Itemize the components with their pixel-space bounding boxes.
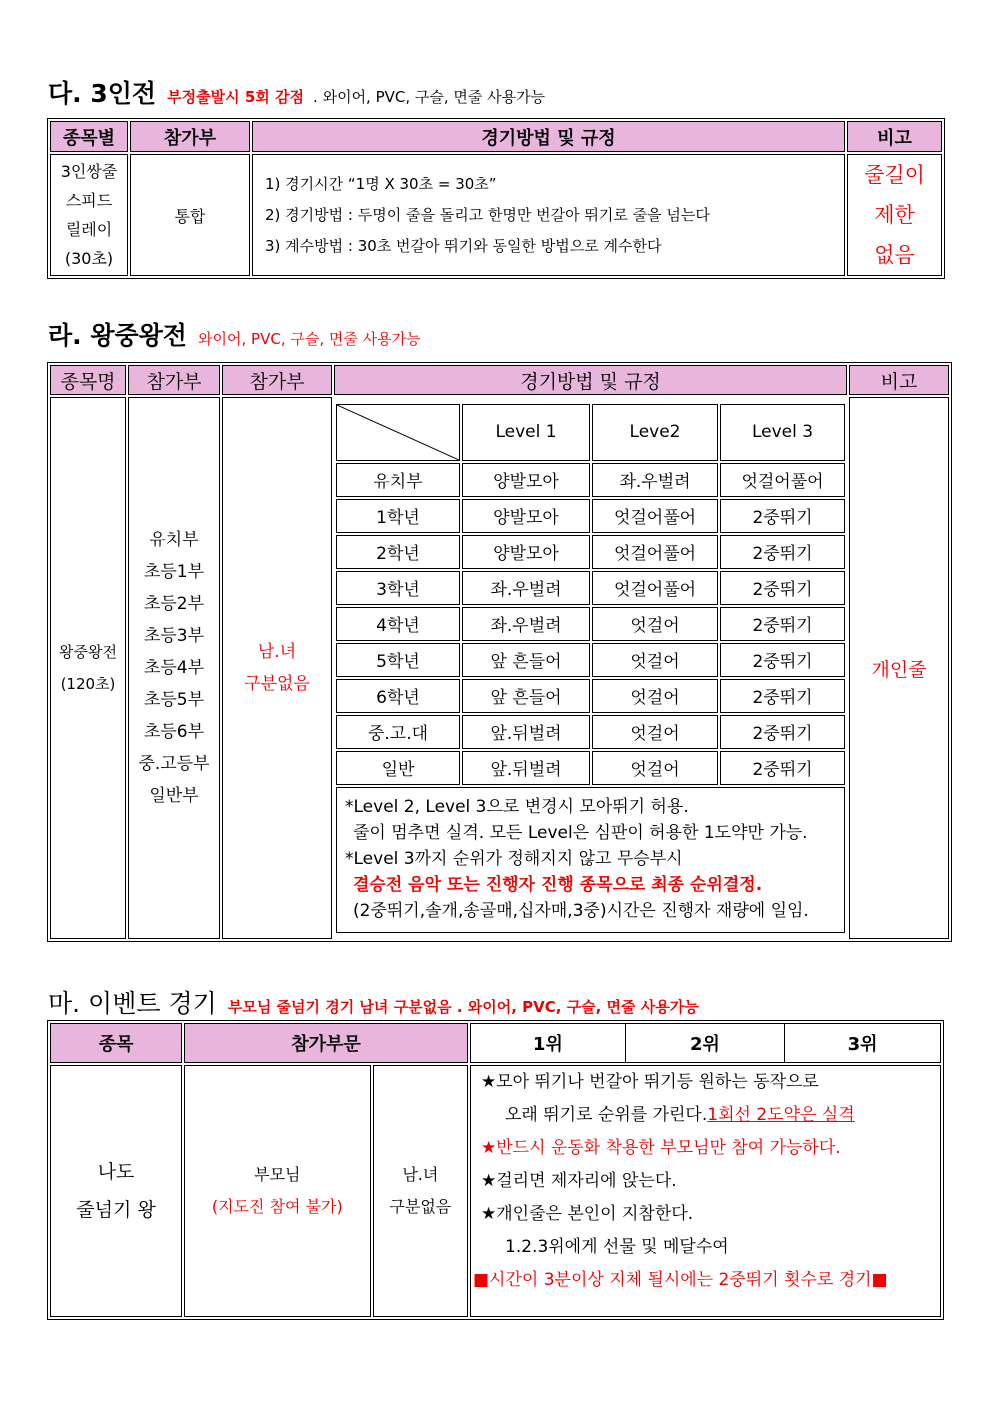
participant-label: 부모님 bbox=[254, 1165, 301, 1184]
level2-cell: 엇걸어풀어 bbox=[592, 571, 718, 605]
level2-cell: 엇걸어 bbox=[592, 679, 718, 713]
header-rules: 경기방법 및 규정 bbox=[334, 365, 847, 395]
level1-cell: 앞.뒤벌려 bbox=[462, 715, 590, 749]
level1-cell: 앞 흔들어 bbox=[462, 643, 590, 677]
header-division: 참가부 bbox=[130, 121, 250, 152]
section-ra-red-note: 와이어, PVC, 구슬, 면줄 사용가능 bbox=[198, 330, 421, 348]
level1-cell: 양발모아 bbox=[462, 463, 590, 497]
remark-line: 제한 bbox=[874, 203, 915, 227]
level2-cell: 엇걸어 bbox=[592, 643, 718, 677]
diagonal-line bbox=[337, 405, 459, 460]
event-name-cell bbox=[50, 154, 128, 276]
level3-cell: 2중뛰기 bbox=[720, 571, 845, 605]
rules-cell bbox=[252, 154, 845, 276]
rank-header-table bbox=[471, 1024, 940, 1062]
level1-cell: 양발모아 bbox=[462, 535, 590, 569]
level3-cell: 2중뛰기 bbox=[720, 643, 845, 677]
header-participant: 참가부문 bbox=[184, 1023, 468, 1063]
remark-cell bbox=[847, 154, 942, 276]
remark-line: 없음 bbox=[874, 243, 915, 267]
remark-line: 줄길이 bbox=[864, 163, 925, 187]
participant-cell bbox=[184, 1065, 371, 1317]
notes-cell bbox=[336, 787, 845, 933]
gender-line: 남.녀 bbox=[402, 1165, 439, 1184]
table-row bbox=[336, 463, 845, 497]
rule-text: 오래 뛰기로 순위를 가린다. bbox=[505, 1105, 708, 1125]
level2-cell: 엇걸어풀어 bbox=[592, 535, 718, 569]
event-line: 왕중왕전 bbox=[59, 643, 117, 661]
gender-cell bbox=[373, 1065, 468, 1317]
event-line: 줄넘기 왕 bbox=[76, 1199, 156, 1221]
header-event: 종목명 bbox=[50, 365, 126, 395]
level2-cell: 엇걸어 bbox=[592, 751, 718, 785]
level3-cell: 2중뛰기 bbox=[720, 535, 845, 569]
table-row bbox=[336, 499, 845, 533]
division-cell: 통합 bbox=[130, 154, 250, 276]
division-item: 초등3부 bbox=[143, 626, 205, 646]
section-ma-table bbox=[47, 1020, 944, 1320]
table-row bbox=[336, 643, 845, 677]
gender-cell bbox=[222, 397, 332, 939]
grade-cell: 3학년 bbox=[336, 571, 460, 605]
level2-cell: 좌.우벌려 bbox=[592, 463, 718, 497]
grade-cell: 2학년 bbox=[336, 535, 460, 569]
level-header: Level 1 bbox=[462, 404, 590, 461]
grade-cell: 일반 bbox=[336, 751, 460, 785]
grade-cell: 1학년 bbox=[336, 499, 460, 533]
rule-line: 1) 경기시간 “1명 X 30초 = 30초” bbox=[265, 174, 497, 193]
rule-red-text: 1회선 2도약은 실격 bbox=[707, 1105, 855, 1125]
participant-note: (지도진 참여 불가) bbox=[211, 1197, 343, 1216]
level2-cell: 엇걸어 bbox=[592, 715, 718, 749]
gender-line: 구분없음 bbox=[389, 1197, 452, 1216]
division-item: 초등6부 bbox=[143, 722, 205, 742]
section-ma-red-note: 부모님 줄넘기 경기 남녀 구분없음 . 와이어, PVC, 구슬, 면줄 사용가능 bbox=[227, 998, 699, 1016]
level1-cell: 좌.우벌려 bbox=[462, 607, 590, 641]
division-item: 유치부 bbox=[149, 530, 199, 550]
table-row bbox=[336, 607, 845, 641]
note-line: *Level 3까지 순위가 정해지지 않고 무승부시 bbox=[345, 848, 683, 869]
level3-cell: 엇걸어풀어 bbox=[720, 463, 845, 497]
header-remark: 비고 bbox=[849, 365, 949, 395]
rule-line: ★반드시 운동화 착용한 부모님만 참여 가능하다. bbox=[481, 1138, 841, 1158]
rule-line: 3) 계수방법 : 30초 번갈아 뛰기와 동일한 방법으로 계수한다 bbox=[265, 236, 662, 255]
table-row bbox=[336, 715, 845, 749]
note-line: *Level 2, Level 3으로 변경시 모아뛰기 허용. bbox=[345, 796, 689, 817]
section-ra-table bbox=[47, 362, 952, 942]
event-line: 3인쌍줄 bbox=[60, 162, 118, 181]
rank-1-header: 1위 bbox=[471, 1024, 626, 1062]
level1-cell: 앞.뒤벌려 bbox=[462, 751, 590, 785]
section-da-note: . 와이어, PVC, 구슬, 면줄 사용가능 bbox=[313, 88, 546, 106]
division-item: 초등2부 bbox=[143, 594, 205, 614]
division-item: 초등1부 bbox=[143, 562, 205, 582]
level-header: Leve2 bbox=[592, 404, 718, 461]
event-name-cell bbox=[50, 1065, 182, 1317]
level2-cell: 엇걸어 bbox=[592, 607, 718, 641]
level3-cell: 2중뛰기 bbox=[720, 607, 845, 641]
rule-line: 1.2.3위에게 선물 및 메달수여 bbox=[505, 1237, 729, 1257]
grade-cell: 유치부 bbox=[336, 463, 460, 497]
level3-cell: 2중뛰기 bbox=[720, 679, 845, 713]
level-header: Level 3 bbox=[720, 404, 845, 461]
section-ra-title-row bbox=[48, 316, 421, 352]
division-item: 초등5부 bbox=[143, 690, 205, 710]
level3-cell: 2중뛰기 bbox=[720, 499, 845, 533]
section-da-table bbox=[47, 118, 945, 279]
event-name-cell bbox=[50, 397, 126, 939]
event-line: 스피드 bbox=[65, 191, 113, 210]
event-line: 릴레이 bbox=[65, 220, 113, 239]
levels-table bbox=[334, 402, 847, 935]
header-remark: 비고 bbox=[847, 121, 942, 152]
level2-cell: 엇걸어풀어 bbox=[592, 499, 718, 533]
section-ma-title-row bbox=[48, 984, 699, 1020]
grade-cell: 5학년 bbox=[336, 643, 460, 677]
grade-cell: 4학년 bbox=[336, 607, 460, 641]
note-line: (2중뛰기,솔개,송골매,십자매,3중)시간은 진행자 재량에 일임. bbox=[353, 900, 809, 921]
rule-line: ★걸리면 제자리에 앉는다. bbox=[481, 1171, 677, 1191]
table-row bbox=[336, 535, 845, 569]
rule-line bbox=[481, 1099, 940, 1132]
rank-2-header: 2위 bbox=[626, 1024, 785, 1062]
diagonal-cell bbox=[336, 404, 460, 461]
remark-cell: 개인줄 bbox=[849, 397, 949, 939]
event-line: (30초) bbox=[64, 249, 114, 268]
section-ra-title: 라. 왕중왕전 bbox=[48, 321, 187, 350]
rule-line: 2) 경기방법 : 두명이 줄을 돌리고 한명만 번갈아 뛰기로 줄을 넘는다 bbox=[265, 205, 710, 224]
section-da-title: 다. 3인전 bbox=[48, 79, 157, 108]
header-gender: 참가부 bbox=[222, 365, 332, 395]
gender-line: 구분없음 bbox=[244, 674, 310, 694]
event-rules-cell bbox=[470, 1065, 941, 1317]
levels-cell bbox=[334, 397, 847, 939]
rank-3-header: 3위 bbox=[847, 1034, 878, 1055]
division-item: 초등4부 bbox=[143, 658, 205, 678]
divisions-cell bbox=[128, 397, 220, 939]
gender-line: 남.녀 bbox=[257, 642, 297, 662]
event-line: 나도 bbox=[97, 1161, 135, 1183]
table-row bbox=[336, 751, 845, 785]
table-row bbox=[336, 679, 845, 713]
division-item: 중.고등부 bbox=[138, 754, 210, 774]
rule-line: ★모아 뛰기나 번갈아 뛰기등 원하는 동작으로 bbox=[481, 1072, 819, 1092]
event-line: (120초) bbox=[60, 675, 116, 693]
note-line: 줄이 멈추면 실격. 모든 Level은 심판이 허용한 1도약만 가능. bbox=[353, 822, 808, 843]
table-row bbox=[336, 571, 845, 605]
level1-cell: 좌.우벌려 bbox=[462, 571, 590, 605]
header-first bbox=[470, 1023, 941, 1063]
level1-cell: 앞 흔들어 bbox=[462, 679, 590, 713]
header-rules: 경기방법 및 규정 bbox=[252, 121, 845, 152]
section-da-red-note: 부정출발시 5회 감점 bbox=[167, 88, 304, 106]
header-event: 종목 bbox=[50, 1023, 182, 1063]
header-division: 참가부 bbox=[128, 365, 220, 395]
grade-cell: 6학년 bbox=[336, 679, 460, 713]
section-ma-title: 마. 이벤트 경기 bbox=[48, 989, 217, 1018]
rule-line: ■시간이 3분이상 지체 될시에는 2중뛰기 횟수로 경기■ bbox=[473, 1270, 888, 1290]
rule-line: ★개인줄은 본인이 지참한다. bbox=[481, 1204, 694, 1224]
division-item: 일반부 bbox=[149, 786, 199, 806]
grade-cell: 중.고.대 bbox=[336, 715, 460, 749]
level3-cell: 2중뛰기 bbox=[720, 715, 845, 749]
header-event: 종목별 bbox=[50, 121, 128, 152]
level3-cell: 2중뛰기 bbox=[720, 751, 845, 785]
level1-cell: 양발모아 bbox=[462, 499, 590, 533]
section-da-title-row bbox=[48, 74, 545, 110]
note-line: 결승전 음악 또는 진행자 진행 종목으로 최종 순위결정. bbox=[353, 874, 763, 895]
